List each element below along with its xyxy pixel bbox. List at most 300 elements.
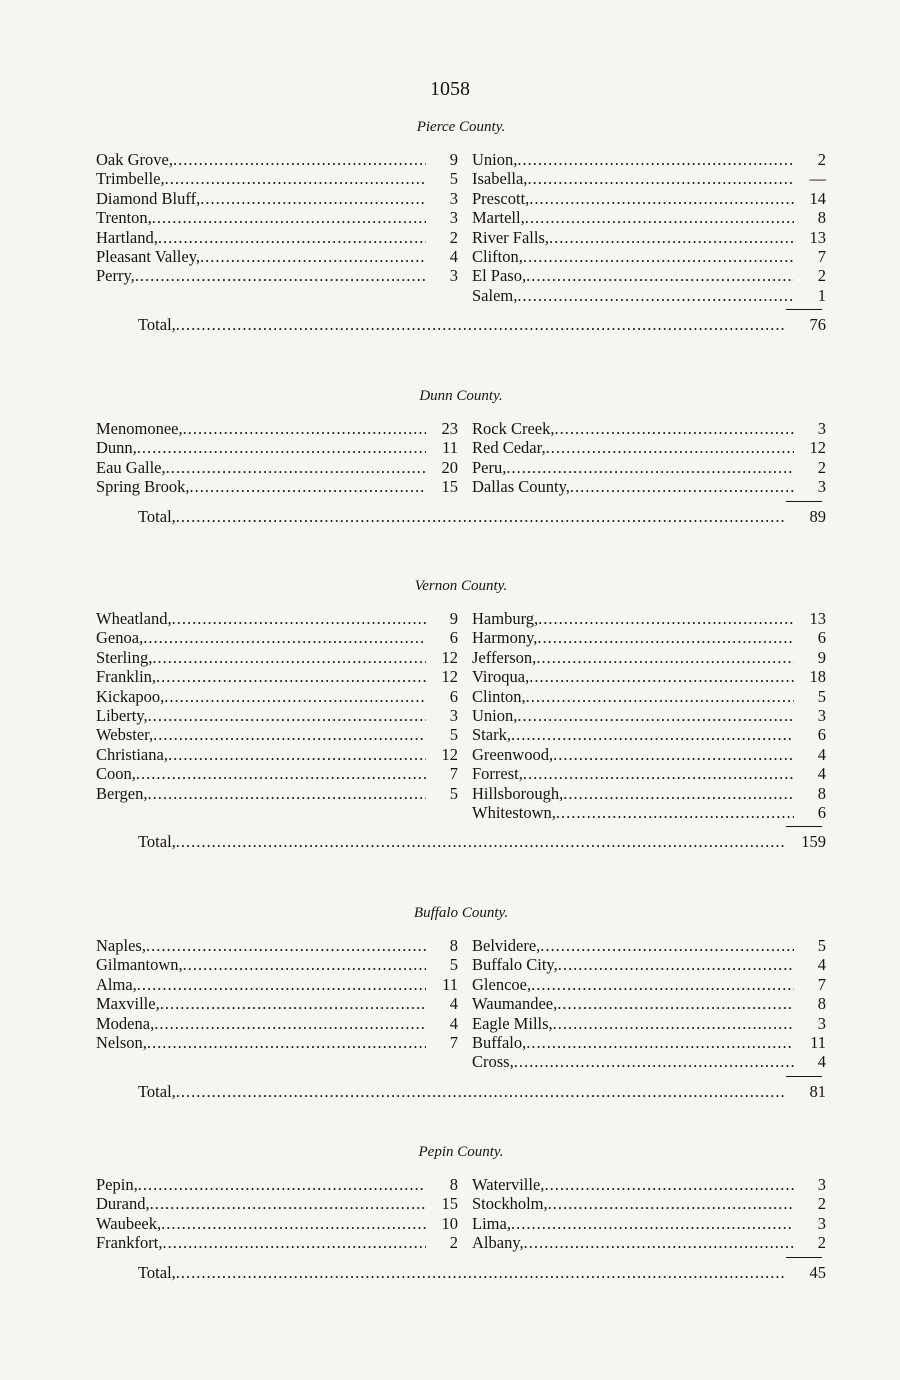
town-name: Union, [472,150,518,169]
town-name: Perry, [96,266,135,286]
dot-leader [523,764,794,783]
left-column [96,1175,458,1253]
dot-leader [563,784,794,803]
county-section-pepin [96,1141,826,1283]
dot-leader [165,169,426,188]
town-name: Albany, [472,1233,524,1253]
entry-row [472,1175,826,1194]
right-column [472,419,826,497]
town-name: Red Cedar, [472,438,546,458]
dot-leader [570,477,794,496]
dot-leader [152,648,426,667]
town-name: Maxville, [96,994,160,1014]
town-name: Lima, [472,1213,511,1233]
dot-leader [190,477,426,496]
entry-row [472,1033,826,1052]
dot-leader [558,955,794,974]
entry-row [96,936,458,955]
dot-leader [154,1014,426,1033]
dot-leader [160,994,426,1013]
left-column [96,419,458,497]
town-value: 9 [449,609,458,628]
entry-row [96,955,458,974]
town-name: Christiana, [96,744,168,764]
entry-row [472,1014,826,1033]
entry-row [472,286,826,305]
dot-leader [161,1214,426,1233]
town-value: 11 [810,1032,826,1052]
entry-row [96,764,458,783]
town-value: 1 [817,285,826,305]
total-value: 76 [809,315,826,335]
dot-leader [176,1082,786,1102]
town-value: 11 [442,974,458,994]
town-value: 12 [441,667,458,687]
dot-leader [137,438,426,457]
town-value: 12 [809,438,826,458]
town-name: Franklin, [96,667,157,687]
total-value: 159 [801,832,826,852]
town-name: Oak Grove, [96,150,173,169]
entry-row [96,1194,458,1213]
town-value: 2 [817,457,826,477]
town-name: Prescott, [472,188,530,208]
dot-leader [183,419,426,438]
dot-leader [146,936,426,955]
entry-row [472,266,826,285]
entry-row [472,745,826,764]
county-title: Pepin County. [418,1144,504,1160]
entry-row [96,975,458,994]
entry-row [472,1052,826,1071]
dot-leader [524,1233,794,1252]
entry-row [472,1194,826,1213]
town-name: Jefferson, [472,647,537,667]
town-value: 2 [449,1233,458,1253]
dot-leader [176,315,786,335]
dot-leader [527,169,794,188]
entry-row [472,477,826,496]
town-name: Harmony, [472,628,538,648]
town-value: 2 [817,1194,826,1214]
town-name: Alma, [96,974,137,994]
town-name: Whitestown, [472,802,556,822]
dot-leader [529,189,794,208]
entry-row [96,1214,458,1233]
entry-row [472,936,826,955]
dot-leader [138,1175,426,1194]
town-name: Martell, [472,208,525,228]
dot-leader [143,628,426,647]
entry-row [96,1175,458,1194]
town-value: 2 [817,266,826,286]
dot-leader [548,1194,794,1213]
entry-row [96,745,458,764]
entry-row [472,247,826,266]
county-columns [96,609,826,822]
dot-leader [544,1175,794,1194]
town-value: 3 [449,266,458,286]
right-column [472,609,826,822]
entry-row [96,1033,458,1052]
town-value: 4 [449,1013,458,1033]
total-rule [786,309,822,310]
left-column [96,936,458,1072]
town-value: 4 [817,955,826,975]
town-value: 4 [817,1052,826,1072]
town-name: Trenton, [96,208,152,228]
town-value: 3 [817,477,826,497]
town-name: Waumandee, [472,994,558,1014]
town-value: 2 [817,150,826,169]
right-column [472,936,826,1072]
dot-leader [540,936,794,955]
county-section-pierce [96,116,826,335]
county-columns [96,150,826,305]
entry-row [472,609,826,628]
town-value: 6 [817,725,826,745]
entry-row [96,419,458,438]
dot-leader [156,667,426,686]
entry-row [472,648,826,667]
dot-leader [183,955,426,974]
town-name: Rock Creek, [472,419,555,438]
dot-leader [537,628,794,647]
entry-row [472,150,826,169]
dot-leader [158,228,426,247]
town-value: 3 [817,705,826,725]
town-value: 4 [449,994,458,1014]
town-value: 5 [449,955,458,975]
entry-row [96,784,458,803]
total-row [96,315,826,335]
dot-leader [176,507,786,527]
town-name: Pepin, [96,1175,138,1194]
town-value: 6 [817,628,826,648]
entry-row [472,169,826,188]
entry-row [472,1233,826,1252]
dot-leader [523,247,794,266]
town-value: 3 [449,705,458,725]
town-name: Clinton, [472,686,526,706]
town-value: 4 [817,764,826,784]
town-value: 12 [441,647,458,667]
town-name: Union, [472,705,518,725]
town-value: 2 [817,1233,826,1253]
total-row [96,1082,826,1102]
right-column [472,1175,826,1253]
town-value: 8 [817,208,826,228]
county-section-buffalo [96,902,826,1102]
town-value: 13 [809,227,826,247]
entry-row [472,687,826,706]
town-value: 9 [449,150,458,169]
dot-leader [153,725,426,744]
town-value: 14 [809,188,826,208]
town-value: 4 [817,744,826,764]
town-name: Viroqua, [472,667,530,687]
total-value: 81 [809,1081,826,1101]
town-name: Durand, [96,1194,150,1214]
dot-leader [166,458,426,477]
entry-row [96,1014,458,1033]
town-name: Greenwood, [472,744,554,764]
town-name: Stark, [472,725,511,745]
entry-row [96,208,458,227]
town-name: Hillsborough, [472,783,564,803]
dot-leader [200,189,426,208]
entry-row [96,725,458,744]
dot-leader [538,609,794,628]
dot-leader [536,648,794,667]
dot-leader [553,745,794,764]
total-label: Total, [138,1081,176,1101]
dot-leader [176,832,786,852]
town-value: 3 [449,188,458,208]
dot-leader [553,1014,794,1033]
dot-leader [176,1263,786,1283]
total-rule [786,826,822,827]
dot-leader [147,1033,426,1052]
town-value: 23 [441,419,458,438]
town-name: Genoa, [96,628,144,648]
dot-leader [546,438,794,457]
entry-row [472,208,826,227]
town-value: 8 [817,994,826,1014]
entry-row [96,609,458,628]
town-value: 10 [441,1213,458,1233]
entry-row [96,628,458,647]
town-value: 7 [817,246,826,266]
county-title: Buffalo County. [413,905,509,921]
town-value: 20 [441,457,458,477]
dot-leader [137,975,426,994]
dot-leader [526,266,794,285]
town-name: Clifton, [472,246,523,266]
total-rule [786,1257,822,1258]
dot-leader [162,1233,426,1252]
town-name: Bergen, [96,783,148,803]
dot-leader [200,247,426,266]
dot-leader [554,419,794,438]
entry-row [96,266,458,285]
town-name: El Paso, [472,266,527,286]
town-value: 4 [449,246,458,266]
dot-leader [164,687,426,706]
dot-leader [556,803,794,822]
town-name: Eau Galle, [96,457,166,477]
town-value: 3 [817,1175,826,1194]
entry-row [96,228,458,247]
entry-row [96,247,458,266]
town-value: 2 [449,227,458,247]
town-value: 15 [441,477,458,497]
town-name: Buffalo, [472,1032,527,1052]
total-rule [786,501,822,502]
town-name: Gilmantown, [96,955,183,975]
town-value: 15 [441,1194,458,1214]
dot-leader [517,706,794,725]
entry-row [472,784,826,803]
entry-row [96,477,458,496]
total-row [96,832,826,852]
dot-leader [531,975,794,994]
county-title: Vernon County. [414,578,508,594]
total-value: 89 [809,506,826,526]
town-name: Glencoe, [472,974,532,994]
dot-leader [136,764,426,783]
entry-row [96,1233,458,1252]
town-name: Trimbelle, [96,169,165,189]
town-value: 9 [817,647,826,667]
county-total [96,1076,826,1102]
town-value: 7 [817,974,826,994]
entry-row [472,189,826,208]
entry-row [96,667,458,686]
county-total [96,1257,826,1283]
county-title: Dunn County. [419,388,503,404]
town-value: — [809,169,826,189]
entry-row [472,955,826,974]
total-rule [786,1076,822,1077]
town-name: Salem, [472,285,518,305]
left-column [96,609,458,822]
entry-row [96,687,458,706]
dot-leader [150,1194,426,1213]
page-number: 1058 [430,78,470,100]
town-value: 12 [441,744,458,764]
county-columns [96,1175,826,1253]
entry-row [472,994,826,1013]
town-value: 8 [449,1175,458,1194]
town-value: 7 [449,764,458,784]
town-value: 13 [809,609,826,628]
entry-row [96,150,458,169]
entry-row [472,419,826,438]
town-name: Pleasant Valley, [96,246,201,266]
town-value: 18 [809,667,826,687]
entry-row [472,667,826,686]
dot-leader [511,725,794,744]
town-value: 5 [817,936,826,955]
county-total [96,309,826,335]
town-name: Isabella, [472,169,528,189]
town-value: 6 [817,802,826,822]
dot-leader [557,994,794,1013]
dot-leader [517,286,794,305]
entry-row [472,706,826,725]
town-name: Coon, [96,764,136,784]
town-name: Frankfort, [96,1233,163,1253]
town-name: Dallas County, [472,477,570,497]
town-value: 11 [442,438,458,458]
dot-leader [148,706,426,725]
entry-row [472,725,826,744]
town-value: 5 [817,686,826,706]
town-name: Menomonee, [96,419,183,438]
town-name: Hartland, [96,227,158,247]
dot-leader [152,208,426,227]
total-label: Total, [138,1262,176,1282]
town-name: Eagle Mills, [472,1013,553,1033]
total-label: Total, [138,315,176,335]
dot-leader [514,1052,794,1071]
town-name: Diamond Bluff, [96,188,201,208]
town-name: Liberty, [96,705,148,725]
total-label: Total, [138,832,176,852]
right-column [472,150,826,305]
dot-leader [526,687,794,706]
entry-row [472,764,826,783]
town-value: 3 [449,208,458,228]
town-name: Buffalo City, [472,955,558,975]
dot-leader [529,667,794,686]
entry-row [96,994,458,1013]
entry-row [472,803,826,822]
town-value: 8 [817,783,826,803]
town-name: Webster, [96,725,154,745]
county-total [96,826,826,852]
entry-row [472,1214,826,1233]
total-label: Total, [138,506,176,526]
town-value: 6 [449,686,458,706]
town-value: 3 [817,1213,826,1233]
dot-leader [511,1214,794,1233]
county-total [96,501,826,527]
total-row [96,507,826,527]
entry-row [96,169,458,188]
town-name: Modena, [96,1013,155,1033]
dot-leader [549,228,794,247]
town-name: Naples, [96,936,146,955]
dot-leader [168,745,426,764]
town-name: Spring Brook, [96,477,190,497]
county-section-dunn [96,385,826,527]
total-value: 45 [809,1262,826,1282]
town-value: 5 [449,169,458,189]
total-row [96,1263,826,1283]
town-name: Hamburg, [472,609,539,628]
entry-row [96,706,458,725]
county-columns [96,419,826,497]
town-name: Stockholm, [472,1194,548,1214]
town-value: 8 [449,936,458,955]
town-name: Peru, [472,457,507,477]
entry-row [472,628,826,647]
entry-row [472,975,826,994]
town-value: 5 [449,725,458,745]
town-value: 3 [817,419,826,438]
dot-leader [135,266,426,285]
town-value: 5 [449,783,458,803]
town-name: Waubeek, [96,1213,162,1233]
county-columns [96,936,826,1072]
town-name: Wheatland, [96,609,172,628]
county-section-vernon [96,575,826,852]
town-name: River Falls, [472,227,549,247]
dot-leader [173,150,426,169]
entry-row [472,458,826,477]
dot-leader [506,458,794,477]
entry-row [96,189,458,208]
town-name: Belvidere, [472,936,541,955]
town-value: 6 [449,628,458,648]
town-name: Sterling, [96,647,153,667]
town-name: Nelson, [96,1032,147,1052]
dot-leader [517,150,794,169]
town-name: Waterville, [472,1175,545,1194]
county-title: Pierce County. [416,119,506,135]
